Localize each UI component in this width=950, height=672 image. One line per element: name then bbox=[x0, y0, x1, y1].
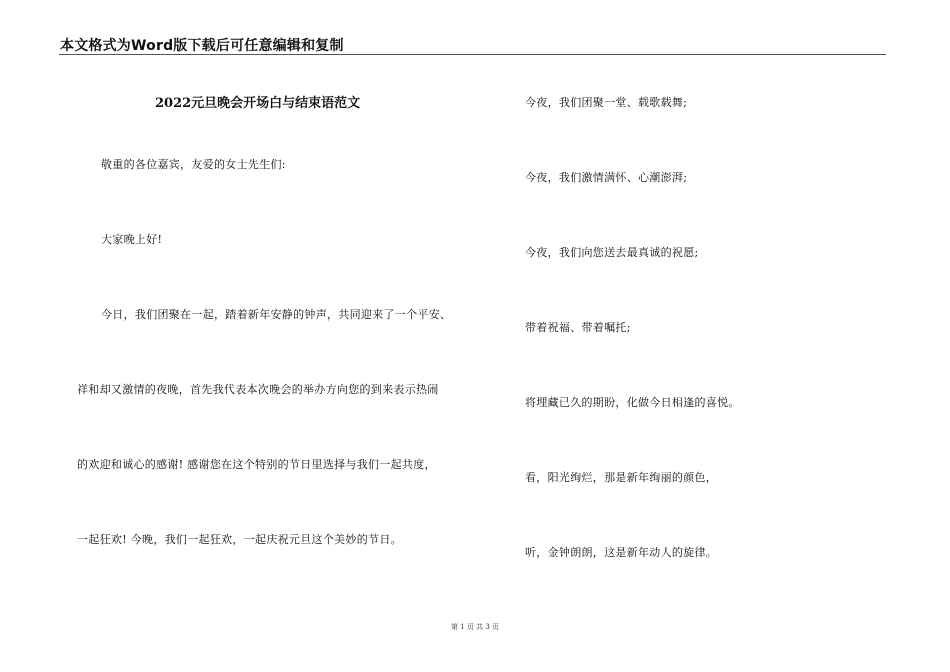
page-number-footer: 第 1 页 共 3 页 bbox=[450, 623, 500, 631]
right-paragraph-line: 今夜，我们向您送去最真诚的祝愿; bbox=[525, 246, 699, 259]
header-title: 本文格式为Word版下载后可任意编辑和复制 bbox=[60, 38, 344, 54]
left-paragraph-line: 的欢迎和诚心的感谢! 感谢您在这个特别的节日里选择与我们一起共度， bbox=[77, 458, 436, 471]
right-paragraph-line: 听，金钟朗朗，这是新年动人的旋律。 bbox=[525, 546, 718, 559]
right-paragraph-line: 将埋藏已久的期盼，化做今日相逢的喜悦。 bbox=[525, 396, 740, 409]
right-paragraph-line: 带着祝福、带着嘱托; bbox=[525, 321, 631, 334]
header-divider bbox=[59, 54, 886, 55]
right-paragraph-line: 看，阳光绚烂，那是新年绚丽的颜色， bbox=[525, 471, 718, 484]
left-paragraph-line: 祥和却又激情的夜晚，首先我代表本次晚会的举办方向您的到来表示热闹 bbox=[77, 383, 439, 396]
left-paragraph-line: 今日，我们团聚在一起，踏着新年安静的钟声，共同迎来了一个平安、 bbox=[101, 308, 452, 321]
left-paragraph-line: 一起狂欢! 今晚，我们一起狂欢，一起庆祝元旦这个美妙的节日。 bbox=[77, 533, 402, 546]
left-paragraph-line: 大家晚上好! bbox=[101, 233, 163, 246]
left-paragraph-line: 敬重的各位嘉宾，友爱的女士先生们: bbox=[101, 158, 286, 171]
document-title: 2022元旦晚会开场白与结束语范文 bbox=[155, 96, 361, 111]
right-paragraph-line: 今夜，我们激情满怀、心潮澎湃; bbox=[525, 171, 688, 184]
right-paragraph-line: 今夜，我们团聚一堂、载歌载舞; bbox=[525, 96, 688, 109]
